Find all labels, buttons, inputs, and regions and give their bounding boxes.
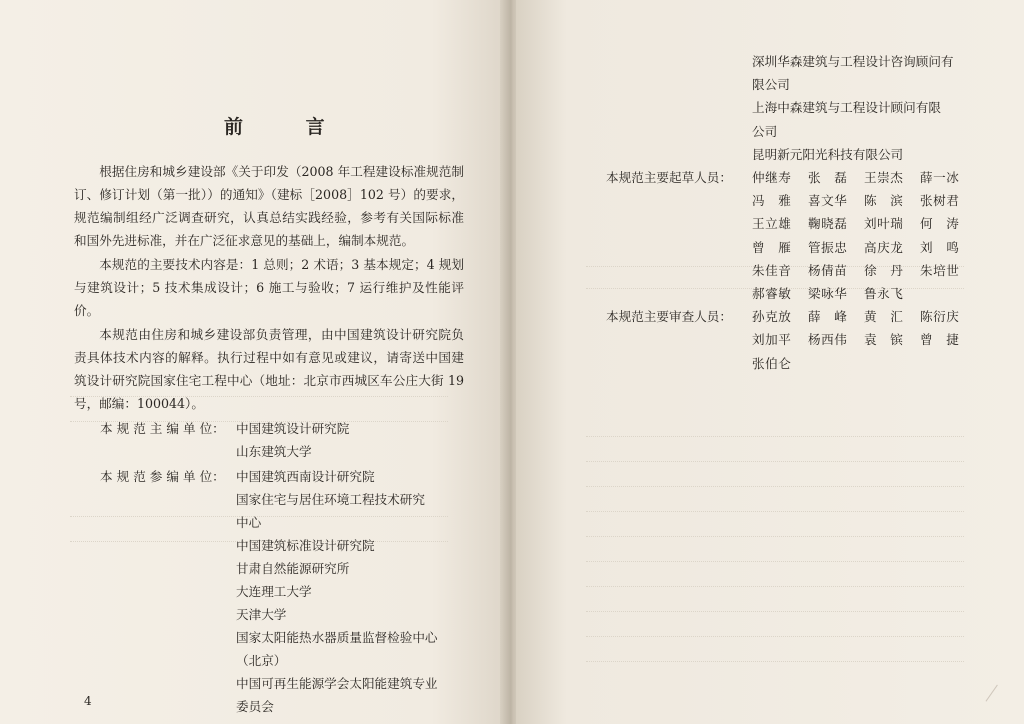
page-title: 前 言 — [224, 116, 353, 138]
bleed-through-line — [586, 620, 964, 637]
reviewers-block — [606, 305, 976, 375]
preface-paragraph: 本规范的主要技术内容是：1 总则；2 术语；3 基本规定；4 规划与建筑设计；5 技术集成设计；6 施工与验收；7 运行维护及性能评价。 — [74, 257, 464, 318]
person-name: 鲁永飞 — [864, 286, 904, 302]
participating-units-continued — [606, 50, 976, 166]
person-name: 刘 鸣 — [920, 239, 960, 255]
name-row — [752, 259, 976, 282]
bleed-through-line — [586, 545, 964, 562]
page-crease — [986, 685, 1018, 716]
chief-unit: 中国建筑设计研究院 — [236, 421, 350, 436]
name-row — [752, 212, 976, 235]
name-row — [752, 236, 976, 259]
person-name: 张树君 — [920, 193, 960, 209]
participating-unit: 大连理工大学 — [236, 584, 312, 599]
person-name: 何 涛 — [920, 216, 960, 232]
person-name: 鞠晓磊 — [808, 216, 848, 232]
chief-units-block — [74, 417, 464, 463]
person-name: 王崇杰 — [864, 170, 904, 186]
chief-units-label: 本 规 范 主 编 单 位： — [100, 421, 225, 436]
bleed-through-line — [586, 570, 964, 587]
participating-unit: 中国建筑西南设计研究院 — [236, 469, 375, 484]
participating-unit: 中国可再生能源学会太阳能建筑专业 — [236, 676, 438, 691]
person-name: 杨倩苗 — [808, 262, 848, 278]
bleed-through-line — [586, 595, 964, 612]
person-name: 刘叶瑞 — [864, 216, 904, 232]
left-page — [0, 0, 508, 724]
participating-units-block — [74, 465, 464, 718]
person-name: 冯 雅 — [752, 193, 792, 209]
participating-unit: 昆明新元阳光科技有限公司 — [752, 146, 904, 162]
person-name: 朱佳音 — [752, 262, 792, 278]
person-name: 陈 滨 — [864, 193, 904, 209]
participating-unit: 限公司 — [752, 77, 790, 93]
name-row — [752, 352, 976, 375]
participating-unit: 天津大学 — [236, 607, 287, 622]
participating-units-label: 本 规 范 参 编 单 位： — [100, 469, 225, 484]
participating-unit: 甘肃自然能源研究所 — [236, 561, 350, 576]
reviewers-label: 本规范主要审查人员： — [606, 309, 732, 325]
participating-unit: 上海中森建筑与工程设计顾问有限 — [752, 100, 941, 116]
person-name: 张伯仑 — [752, 355, 792, 371]
participating-unit: 深圳华森建筑与工程设计咨询顾问有 — [752, 54, 954, 69]
drafters-block — [606, 166, 976, 305]
person-name: 薛 峰 — [808, 309, 848, 325]
person-name: 黄 汇 — [864, 309, 904, 325]
preface-paragraph: 根据住房和城乡建设部《关于印发（2008 年工程建设标准规范制订、修订计划（第一批））的通知》（建标［2008］102 号）的要求，规范编制组经广泛调查研究，认真总结实践经验，参考有关国际标准和国外先进标准，并在广泛征求意见的基础上，编制本规范。 — [74, 164, 464, 248]
person-name: 曾 雁 — [752, 239, 792, 255]
person-name: 张 磊 — [808, 170, 848, 186]
participating-unit: 中心 — [236, 515, 262, 530]
person-name: 杨西伟 — [808, 332, 848, 348]
person-name: 朱培世 — [920, 262, 960, 278]
credits-body — [606, 50, 976, 375]
participating-unit: 公司 — [752, 123, 778, 139]
drafters-label: 本规范主要起草人员： — [606, 170, 732, 186]
person-name: 王立雄 — [752, 216, 792, 232]
person-name: 喜文华 — [808, 193, 848, 209]
person-name: 刘加平 — [752, 332, 792, 348]
name-row — [752, 189, 976, 212]
participating-unit: 委员会 — [236, 699, 274, 714]
chief-unit: 山东建筑大学 — [236, 444, 312, 459]
name-row — [752, 305, 976, 328]
bleed-through-line — [586, 470, 964, 487]
bleed-through-line — [586, 420, 964, 437]
bleed-through-line — [586, 645, 964, 662]
preface-paragraph: 本规范由住房和城乡建设部负责管理，由中国建筑设计研究院负责具体技术内容的解释。执行过程中如有意见或建议，请寄送中国建筑设计研究院国家住宅工程中心（地址：北京市西城区车公庄大街 19 号，邮编：100044）。 — [74, 327, 464, 411]
person-name: 曾 捷 — [920, 332, 960, 348]
right-page — [516, 0, 1024, 724]
preface-body — [74, 160, 464, 718]
person-name: 管振忠 — [808, 239, 848, 255]
participating-unit: （北京） — [236, 653, 287, 668]
person-name: 高庆龙 — [864, 239, 904, 255]
person-name: 薛一冰 — [920, 170, 960, 186]
person-name: 孙克放 — [752, 309, 792, 325]
participating-unit: 国家太阳能热水器质量监督检验中心 — [236, 630, 438, 645]
bleed-through-line — [586, 495, 964, 512]
name-row — [752, 166, 976, 189]
bleed-through-line — [586, 520, 964, 537]
person-name: 陈衍庆 — [920, 309, 960, 325]
page-number: 4 — [84, 694, 92, 708]
person-name: 袁 镔 — [864, 332, 904, 348]
name-row — [752, 328, 976, 351]
participating-unit: 国家住宅与居住环境工程技术研究 — [236, 492, 425, 507]
person-name: 郝睿敏 — [752, 286, 792, 302]
person-name: 仲继寿 — [752, 170, 792, 186]
bleed-through-line — [586, 445, 964, 462]
participating-unit: 中国建筑标准设计研究院 — [236, 538, 375, 553]
person-name: 梁咏华 — [808, 286, 848, 302]
person-name: 徐 丹 — [864, 262, 904, 278]
name-row — [752, 282, 976, 305]
